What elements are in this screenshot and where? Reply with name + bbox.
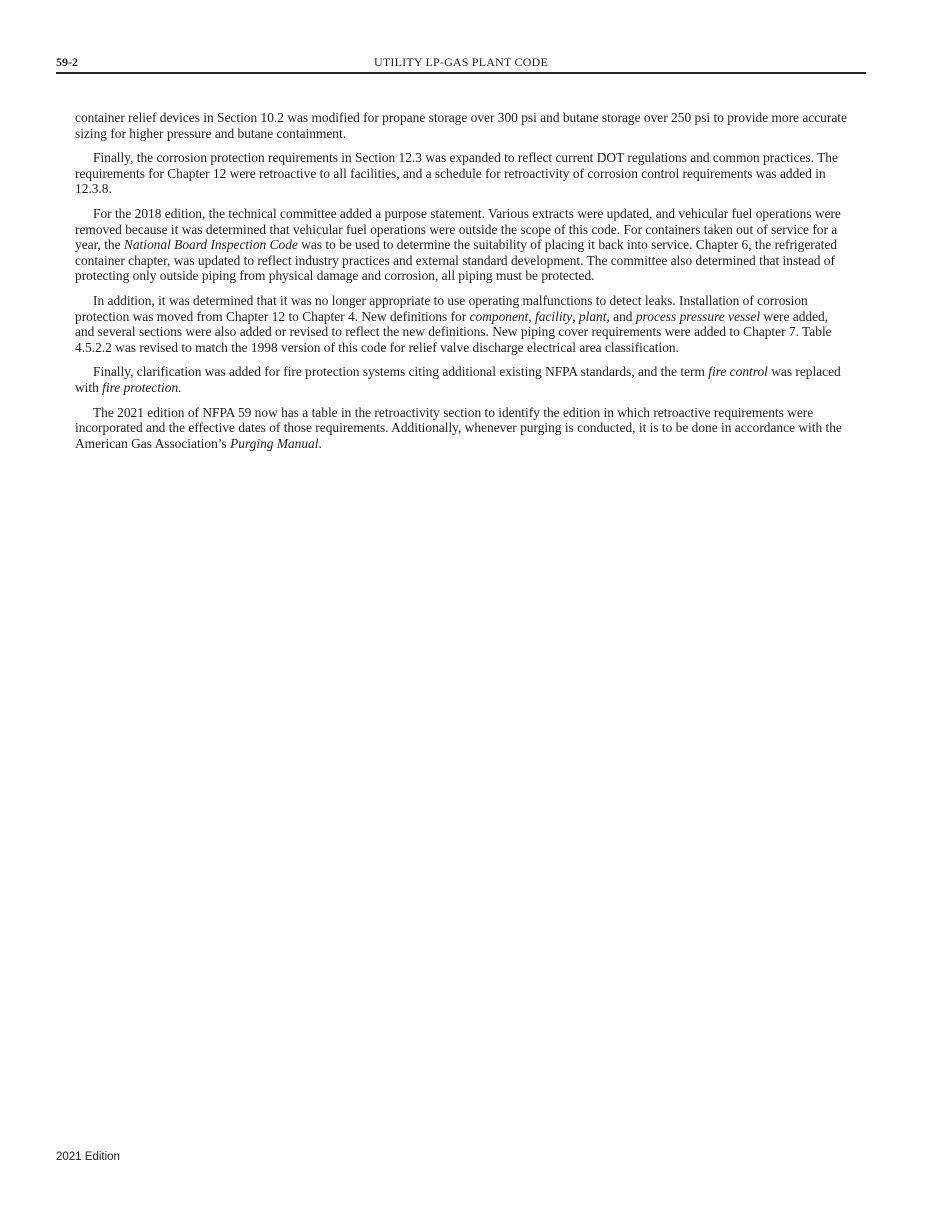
italic-term: plant (578, 308, 607, 324)
page-number: 59-2 (56, 55, 78, 69)
page-header (56, 54, 866, 74)
italic-term: National Board Inspection Code (123, 237, 298, 253)
document-body (75, 110, 850, 460)
edition-footer: 2021 Edition (56, 1151, 120, 1163)
running-title: UTILITY LP-GAS PLANT CODE (374, 55, 548, 69)
italic-term: fire control (708, 364, 768, 380)
paragraph-corrosion-protection: Finally, the corrosion protection requirements in Section 12.3 was expanded to reflect current DOT regulations and common practices. The requirements for Chapter 12 were retroactive to all facilities, and a schedule for retroactivity of corrosion control requirements was added in 12.3.8. (75, 150, 838, 197)
italic-term: component (469, 308, 529, 324)
paragraph-fire-protection: Finally, clarification was added for fire protection systems citing additional existing NFPA standards, and the term fire control was replaced with fire protection. (75, 364, 841, 395)
italic-term: process pressure vessel (635, 308, 761, 324)
paragraph-relief-devices: container relief devices in Section 10.2 was modified for propane storage over 300 psi and butane storage over 250 psi to provide more accurate sizing for higher pressure and butane containment. (75, 110, 847, 141)
italic-term: Purging Manual (230, 435, 319, 451)
paragraph-new-definitions: In addition, it was determined that it was no longer appropriate to use operating malfunctions to detect leaks. Installation of corrosion protection was moved from Chapter 12 to Chapter 4. New definitions for component, facility, plant, and process pressure vessel were added, and several sections were also added or revised to reflect the new definitions. New piping cover requirements were added to Chapter 7. Table 4.5.2.2 was revised to match the 1998 version of this code for relief valve discharge electrical area classification. (75, 292, 832, 355)
paragraph-2021-edition: The 2021 edition of NFPA 59 now has a table in the retroactivity section to identify the edition in which retroactive requirements were incorporated and the effective dates of those requirements. Additionally, whenever purging is conducted, it is to be done in accordance with the American Gas Association’s Purging Manual. (75, 404, 842, 451)
italic-term: fire protection (102, 379, 179, 395)
italic-term: facility (535, 308, 573, 324)
paragraph-2018-edition: For the 2018 edition, the technical committee added a purpose statement. Various extracts were updated, and vehicular fuel operations were removed because it was determined that vehicular fuel operations were outside the scope of this code. For containers taken out of service for a year, the National Board Inspection Code was to be used to determine the suitability of placing it back into service. Chapter 6, the refrigerated container chapter, was updated to reflect industry practices and external standard development. The committee also determined that instead of protecting only outside piping from physical damage and corrosion, all piping must be protected. (75, 205, 841, 284)
